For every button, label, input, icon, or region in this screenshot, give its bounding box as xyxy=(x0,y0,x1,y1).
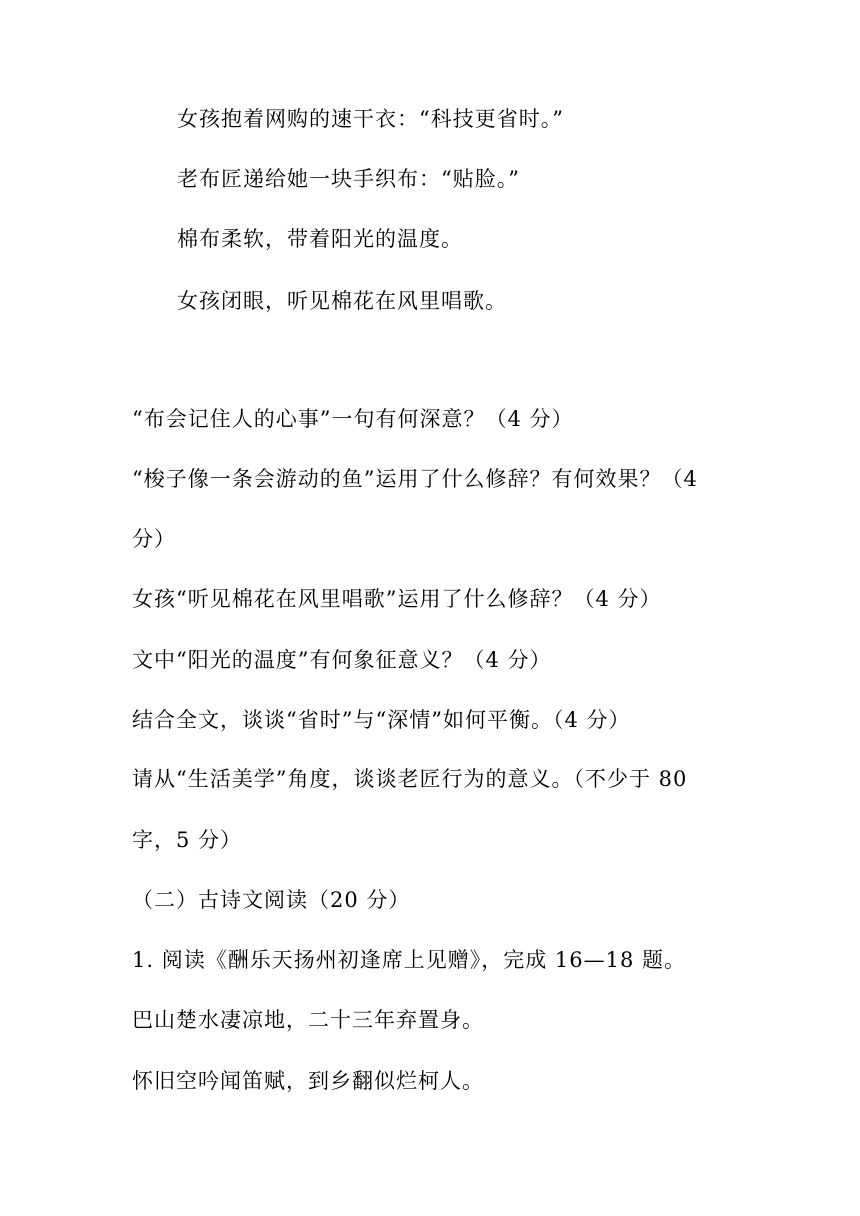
story-paragraph: 女孩闭眼，听见棉花在风里唱歌。 xyxy=(177,289,507,313)
question-line: 请从“生活美学”角度，谈谈老匠行为的意义。（不少于 80 xyxy=(132,767,688,791)
question-line: 结合全文，谈谈“省时”与“深情”如何平衡。（4 分） xyxy=(132,708,631,732)
question-line-continued: 字，5 分） xyxy=(132,828,243,852)
question-line-continued: 分） xyxy=(132,527,176,551)
section-instruction: 1. 阅读《酬乐天扬州初逢席上见赠》，完成 16—18 题。 xyxy=(132,948,687,972)
question-line: 女孩“听见棉花在风里唱歌”运用了什么修辞？（4 分） xyxy=(132,587,662,611)
story-paragraph: 棉布柔软，带着阳光的温度。 xyxy=(177,227,463,251)
question-line: “梭子像一条会游动的鱼”运用了什么修辞？有何效果？（4 xyxy=(132,467,698,491)
poem-line: 巴山楚水凄凉地，二十三年弃置身。 xyxy=(132,1008,484,1032)
section-heading: （二）古诗文阅读（20 分） xyxy=(132,888,411,912)
story-paragraph: 老布匠递给她一块手织布：“贴脸。” xyxy=(177,167,520,191)
question-line: “布会记住人的心事”一句有何深意？（4 分） xyxy=(132,407,574,431)
poem-line: 怀旧空吟闻笛赋，到乡翻似烂柯人。 xyxy=(132,1069,484,1093)
question-line: 文中“阳光的温度”有何象征意义？（4 分） xyxy=(132,648,552,672)
story-paragraph: 女孩抱着网购的速干衣：“科技更省时。” xyxy=(177,107,564,131)
